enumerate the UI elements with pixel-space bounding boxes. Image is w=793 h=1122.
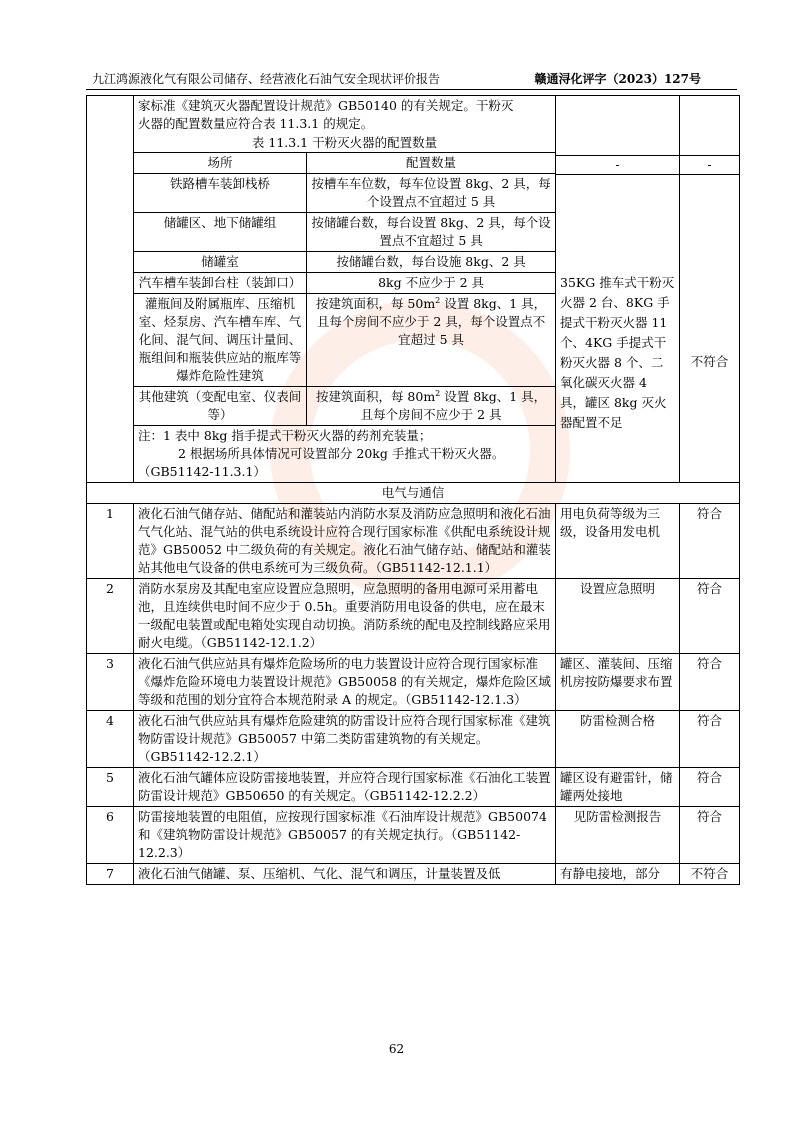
table-row: 灌瓶间及附属瓶库、压缩机室、烃泵房、汽车槽车库、气化间、混气间、调压计量间、瓶组间和瓶装供应站的瓶库等爆炸危险性建筑 按建筑面积，每 $50m^2$ 设置 8kg、1 具，且每个房间不应少于 2 具，每个设置点不宜超过 5 具 (134, 294, 555, 387)
intro-text: 家标准《建筑灭火器配置设计规范》GB50140 的有关规定。干粉灭 火器的配置数量应符合表 11.3.1 的规定。 (138, 98, 514, 131)
table-row: 储罐室 按储罐台数，每台设施 8kg、2 具 (134, 252, 555, 273)
header-divider (86, 89, 737, 90)
table-row: 储罐区、地下储罐组 按储罐台数，每台设置 8kg、2 具，每个设置点不宜超过 5 具 (134, 213, 555, 252)
evaluation-table (86, 95, 740, 885)
table-row: 4 液化石油气供应站具有爆炸危险建筑的防雷设计应符合现行国家标准《建筑物防雷设计规范》GB50057 中第二类防雷建筑物的有关规定。（GB51142-12.2.1） 防雷检测合格 符合 (87, 711, 740, 768)
table-row: 5 液化石油气罐体应设防雷接地装置，并应符合现行国家标准《石油化工装置防雷设计规范》GB50650 的有关规定。（GB51142-12.2.2） 罐区设有避雷针，储罐两处接地 符合 (87, 768, 740, 807)
top-content-cell (134, 96, 556, 483)
result-cell: - 不符合 (680, 96, 740, 483)
table-row: 3 液化石油气供应站具有爆炸危险场所的电力装置设计应符合现行国家标准《爆炸危险环境电力装置设计规范》GB50058 的有关规定，爆炸危险区域等级和范围的划分宜符合本规范附录 A 的规定。（GB51142-12.1.3） 罐区、灌装间、压缩机房按防爆要求布置 符合 (87, 654, 740, 711)
table-row: 1 液化石油气储存站、储配站和灌装站内消防水泵及消防应急照明和液化石油气气化站、混气站的供电系统设计应符合现行国家标准《供配电系统设计规范》GB50052 中二级负荷的有关规定。液化石油气储存站、储配站和灌装站其他电气设备的供电系统可为三级负荷。（GB51142-12.1.1） 用电负荷等级为三级，设备用发电机 符合 (87, 504, 740, 579)
table-row: 汽车槽车装卸台柱（装卸口） 8kg 不应少于 2 具 (134, 273, 555, 294)
table-row: 7 液化石油气储罐、泵、压缩机、气化、混气和调压，计量装置及低 有静电接地，部分 不符合 (87, 864, 740, 885)
table-row (87, 96, 740, 483)
section-title: 电气与通信 (87, 483, 740, 504)
header-report-number: 赣通浔化评字（2023）127号 (534, 72, 701, 86)
table-row: 2 消防水泵房及其配电室应设置应急照明，应急照明的备用电源可采用蓄电池，且连续供电时间不应少于 0.5h。重要消防用电设备的供电，应在最末一级配电装置或配电箱处实现自动切换。消防系统的配电及控制线路应采用耐火电缆。（GB51142-12.1.2） 设置应急照明 符合 (87, 579, 740, 654)
col-header-place: 场所 (134, 153, 307, 174)
section-row (87, 483, 740, 504)
table-row: 6 防雷接地装置的电阻值，应按现行国家标准《石油库设计规范》GB50074 和《建筑物防雷设计规范》GB50057 的有关规定执行。（GB51142-12.2.3） 见防雷检测报告 符合 (87, 807, 740, 864)
situation-cell: - 35KG 推车式干粉灭火器 2 台、8KG 手提式干粉灭火器 11 个、4KG 手提式干粉灭火器 8 个、二氧化碳灭火器 4 具，罐区 8kg 灭火器配置不足 (556, 96, 680, 483)
extinguisher-table (134, 152, 555, 426)
page-number: 62 (388, 1042, 405, 1056)
header-title: 九江鸿源液化气有限公司储存、经营液化石油气安全现状评价报告 (92, 72, 441, 86)
table-row: 其他建筑（变配电室、仪表间等） 按建筑面积，每 $80m^2$ 设置 8kg、1 具，且每个房间不应少于 2 具 (134, 387, 555, 426)
table-caption: 表 11.3.1 干粉灭火器的配置数量 (251, 135, 438, 150)
table-row (134, 153, 555, 174)
table-notes: 注：1 表中 8kg 指手提式干粉灭火器的药剂充装量； 2 根据场所具体情况可设置部分 20kg 手推式干粉灭火器。 （GB51142-11.3.1） (138, 428, 505, 479)
col-header-qty: 配置数量 (307, 153, 555, 174)
table-row: 铁路槽车装卸栈桥 按槽车车位数，每车位设置 8kg、2 具，每个设置点不宜超过 5 具 (134, 174, 555, 213)
